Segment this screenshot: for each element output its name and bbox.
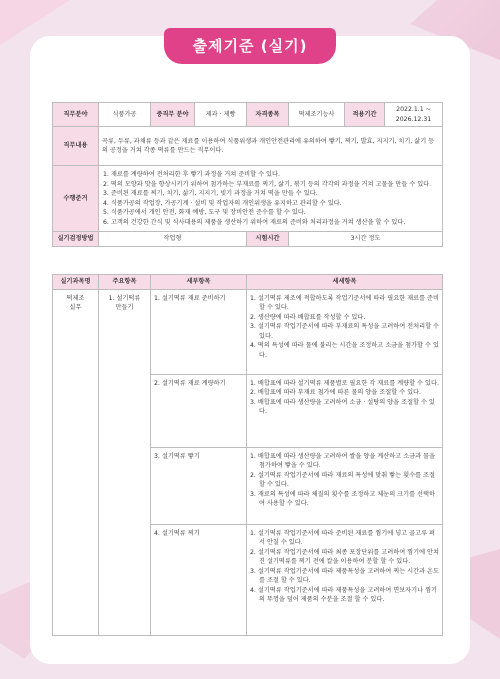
cert-label: 자격종목 xyxy=(247,103,289,127)
time-value: 3시간 정도 xyxy=(289,232,443,247)
perf-cell xyxy=(99,166,443,232)
cert-value: 떡제조기능사 xyxy=(289,103,345,127)
detail-cell xyxy=(247,447,443,524)
list-item: 3. 설기떡류 작업기준서에 따라 부재료의 특성을 고려하여 전처리할 수 있다. xyxy=(250,323,439,340)
list-item: 1. 배합표에 따라 생산량을 고려하여 쌀을 양을 계산하고 소금과 물을 첨가하여 빻을 수 있다. xyxy=(250,452,435,469)
detail-header-row xyxy=(53,275,443,290)
table-row xyxy=(53,289,443,374)
detail-table xyxy=(52,274,443,636)
subject-cell: 떡제조 실무 xyxy=(53,289,99,635)
time-label: 시험시간 xyxy=(247,232,289,247)
list-item: 2. 생산량에 따라 배합표를 작성할 수 있다. xyxy=(250,313,366,321)
subfield-value: 제과 · 제빵 xyxy=(195,103,247,127)
subfield-label: 중직무 분야 xyxy=(151,103,195,127)
overview-table xyxy=(52,102,443,247)
sub-item-cell: 2. 설기떡류 재료 계량하기 xyxy=(151,374,247,447)
sub-item-cell: 4. 설기떡류 찌기 xyxy=(151,524,247,635)
col-header-subject: 실기과목명 xyxy=(53,275,99,290)
detail-list xyxy=(250,294,439,361)
sub-item-cell: 1. 설기떡류 재료 준비하기 xyxy=(151,289,247,374)
list-item: 5. 식품가공에서 개인 안전, 화재 예방, 도구 및 장비안전 준수를 할 수 있다. xyxy=(103,209,306,216)
col-header-main: 주요항목 xyxy=(99,275,151,290)
detail-list xyxy=(250,452,439,509)
detail-cell xyxy=(247,524,443,635)
list-item: 3. 배합표에 따라 생산량을 고려하여 소금 · 설탕의 양을 조절할 수 있다. xyxy=(250,398,435,415)
detail-list xyxy=(250,529,439,605)
method-label: 실기검정방법 xyxy=(53,232,99,247)
detail-cell xyxy=(247,374,443,447)
field-label: 직무분야 xyxy=(53,103,99,127)
overview-row-method xyxy=(53,232,443,247)
list-item: 3. 준비된 재료를 찌기, 치기, 삶기, 지지기, 빚기 과정을 거쳐 떡을 만들 수 있다. xyxy=(103,190,318,197)
list-item: 2. 배합표에 따라 부재료 첨가에 따른 물의 양을 조절할 수 있다. xyxy=(250,389,421,396)
main-item-cell: 1. 설기떡류 만들기 xyxy=(99,289,151,635)
method-value: 작업형 xyxy=(99,232,247,247)
list-item: 1. 설기떡류 제조에 적합하도록 작업기준서에 따라 필요한 재료를 준비할 수 있다. xyxy=(250,294,439,311)
list-item: 2. 설기떡류 작업기준서에 따라 최종 포장단위를 고려하여 찜기에 안쳐진 설기떡류를 찌기 전에 칼을 이용하여 분할 할 수 있다. xyxy=(250,548,439,565)
list-item: 3. 재료의 특성에 따라 체질의 횟수를 조정하고 체눈의 크기를 선택하여 사용할 수 있다. xyxy=(250,490,435,507)
list-item: 1. 배합표에 따라 설기떡류 제품별로 필요한 각 재료를 계량할 수 있다. xyxy=(250,379,439,387)
col-header-detail: 세세항목 xyxy=(247,275,443,290)
overview-row-perf xyxy=(53,166,443,232)
list-item: 4. 설기떡류 작업기준서에 따라 제품특성을 고려하여 면보자기나 찜기의 뚜껑을 덮어 제품의 수분을 조절 할 수 있다. xyxy=(250,586,438,603)
overview-row-duty xyxy=(53,127,443,166)
duty-value: 곡류, 두류, 과채류 등과 같은 재료를 이용하여 식품위생과 개인안전관리에 유의하여 빻기, 찌기, 발효, 지지기, 치기, 삶기 등의 공정을 거쳐 각종 떡류를 만드는 직무이다. xyxy=(99,127,443,166)
col-header-sub: 세부항목 xyxy=(151,275,247,290)
list-item: 2. 설기떡류 작업기준서에 따라 재료의 특성에 맞춰 빻는 횟수를 조절할 수 있다. xyxy=(250,471,435,488)
perf-label: 수행준거 xyxy=(53,166,99,232)
period-label: 적용기간 xyxy=(345,103,385,127)
perf-list xyxy=(103,170,438,227)
detail-cell xyxy=(247,289,443,374)
list-item: 4. 식품가공의 작업장, 가공기계 · 설비 및 작업자의 개인위생을 유지하고 관리할 수 있다. xyxy=(103,199,342,207)
list-item: 6. 고객의 건강한 간식 및 식사대용의 제품을 생산하기 위하여 재료의 준비와 처리과정을 거쳐 생산을 할 수 있다. xyxy=(103,218,406,226)
list-item: 1. 설기떡류 작업기준서에 따라 준비된 재료를 찜기에 넣고 골고루 펴서 안칠 수 있다. xyxy=(250,529,435,546)
detail-list xyxy=(250,379,439,417)
field-value: 식품가공 xyxy=(99,103,151,127)
list-item: 3. 설기떡류 작업기준서에 따라 제품특성을 고려하여 찌는 시간과 온도를 조절 할 수 있다. xyxy=(250,567,439,584)
list-item: 1. 재료를 계량하여 전처리한 후 빻기 과정을 거쳐 준비할 수 있다. xyxy=(103,171,280,178)
page-title: 출제기준 (실기) xyxy=(164,28,336,64)
overview-row-header xyxy=(53,103,443,127)
period-value: 2022.1.1 ~ 2026.12.31 xyxy=(385,103,443,127)
sub-item-cell: 3. 설기떡류 빻기 xyxy=(151,447,247,524)
duty-label: 직무내용 xyxy=(53,127,99,166)
list-item: 4. 떡의 특성에 따라 물에 불리는 시간을 조정하고 소금을 첨가할 수 있다. xyxy=(250,342,439,359)
list-item: 2. 떡의 모양과 맛을 향상시키기 위하여 첨가하는 부재료를 찌기, 삶기, 볶기 등의 각각의 과정을 거쳐 고물을 만들 수 있다. xyxy=(103,180,432,188)
